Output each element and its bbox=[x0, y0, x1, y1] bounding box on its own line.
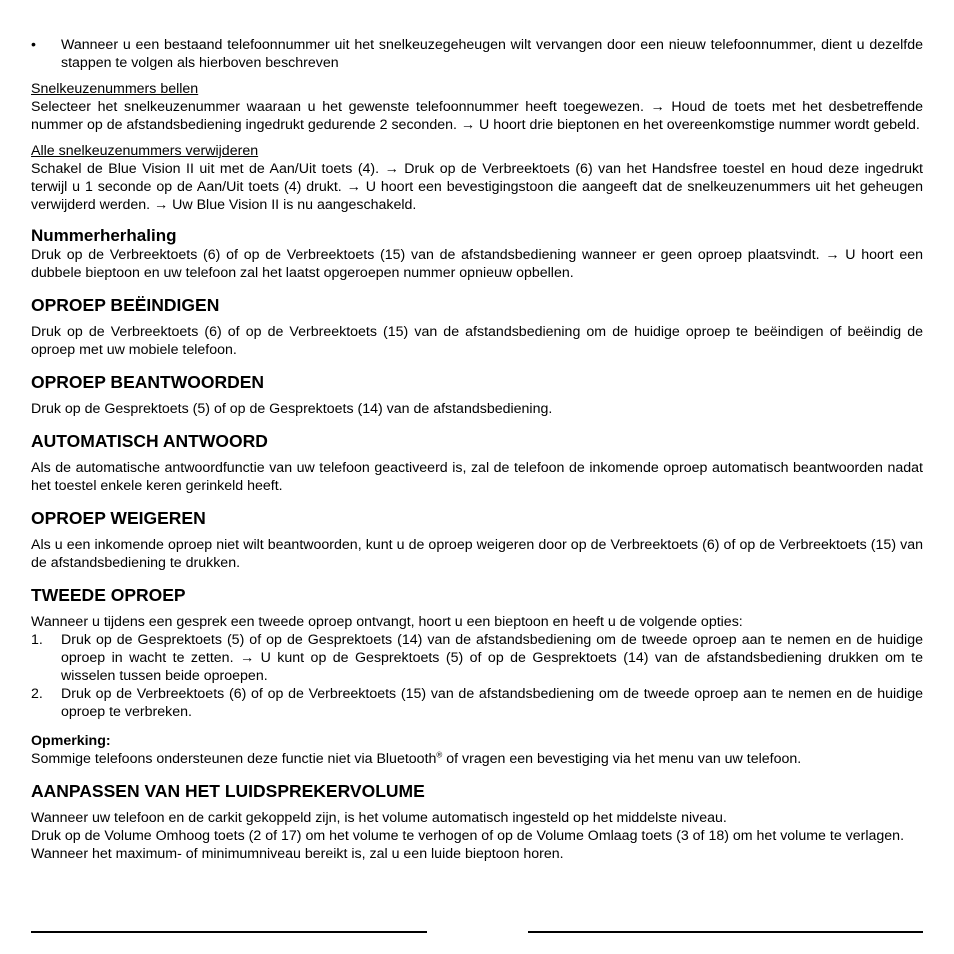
paragraph-redial: Druk op de Verbreektoets (6) of op de Verbreektoets (15) van de afstandsbediening wanneer er geen oproep plaatsvindt. → U hoort een dubbele bieptoon en uw telefoon zal het laatst opgeroepen nummer opnieuw opbellen. bbox=[31, 247, 923, 281]
footer-rule-left bbox=[31, 931, 427, 933]
heading-answer-call: OPROEP BEANTWOORDEN bbox=[31, 372, 265, 392]
numbered-item bbox=[31, 631, 923, 685]
paragraph-auto-answer: Als de automatische antwoordfunctie van uw telefoon geactiveerd is, zal de telefoon de inkomende oproep automatisch beantwoorden nadat het toestel enkele keren gerinkeld heeft. bbox=[31, 460, 923, 494]
heading-end-call: OPROEP BEËINDIGEN bbox=[31, 295, 220, 315]
paragraph-volume-2: Druk op de Volume Omhoog toets (2 of 17) om het volume te verhogen of op de Volume Omlaag toets (3 of 18) om het volume te verlagen. bbox=[31, 828, 905, 844]
bullet-mark: • bbox=[31, 37, 36, 53]
subheading-speed-dial-delete: Alle snelkeuzenummers verwijderen bbox=[31, 143, 259, 159]
note-text-before: Sommige telefoons ondersteunen deze functie niet via Bluetooth bbox=[31, 751, 437, 767]
heading-speaker-volume: AANPASSEN VAN HET LUIDSPREKERVOLUME bbox=[31, 781, 425, 801]
paragraph-reject-call: Als u een inkomende oproep niet wilt beantwoorden, kunt u de oproep weigeren door op de Verbreektoets (6) of op de Verbreektoets (15) van de afstandsbediening te drukken. bbox=[31, 537, 923, 571]
item-text: Druk op de Verbreektoets (6) of op de Verbreektoets (15) van de afstandsbediening om de tweede oproep aan te nemen en de huidige oproep te verbreken. bbox=[61, 686, 923, 720]
heading-reject-call: OPROEP WEIGEREN bbox=[31, 508, 206, 528]
bullet-item bbox=[31, 36, 923, 72]
note-text bbox=[31, 750, 923, 768]
heading-auto-answer: AUTOMATISCH ANTWOORD bbox=[31, 431, 268, 451]
bullet-text: Wanneer u een bestaand telefoonnummer uit het snelkeuzegeheugen wilt vervangen door een nieuw telefoonnummer, dient u dezelfde stappen te volgen als hierboven beschreven bbox=[61, 37, 923, 71]
heading-second-call: TWEEDE OPROEP bbox=[31, 585, 186, 605]
paragraph-volume-1: Wanneer uw telefoon en de carkit gekoppeld zijn, is het volume automatisch ingesteld op het middelste niveau. bbox=[31, 810, 727, 826]
note-text-after: of vragen een bevestiging via het menu van uw telefoon. bbox=[442, 751, 802, 767]
subheading-speed-dial-call: Snelkeuzenummers bellen bbox=[31, 81, 199, 97]
note-heading: Opmerking: bbox=[31, 733, 111, 749]
registered-mark: ® bbox=[436, 750, 443, 760]
item-number: 2. bbox=[31, 686, 43, 702]
item-text: Druk op de Gesprektoets (5) of op de Gesprektoets (14) van de afstandsbediening om de tweede oproep aan te nemen en de huidige oproep in wacht te zetten. → U kunt op de Gesprektoets (5) of op de Gesprektoets (14) van de afstandsbediening drukken om te wisselen tussen beide oproepen. bbox=[61, 632, 923, 684]
footer-rule-right bbox=[528, 931, 923, 933]
document-page bbox=[31, 36, 923, 863]
paragraph-answer-call: Druk op de Gesprektoets (5) of op de Gesprektoets (14) van de afstandsbediening. bbox=[31, 401, 553, 417]
item-number: 1. bbox=[31, 632, 43, 648]
paragraph-end-call: Druk op de Verbreektoets (6) of op de Verbreektoets (15) van de afstandsbediening om de huidige oproep te beëindigen of beëindig de oproep met uw mobiele telefoon. bbox=[31, 324, 923, 358]
paragraph-volume-3: Wanneer het maximum- of minimumniveau bereikt is, zal u een luide bieptoon horen. bbox=[31, 846, 564, 862]
heading-redial: Nummerherhaling bbox=[31, 226, 177, 245]
paragraph-speed-dial-delete: Schakel de Blue Vision II uit met de Aan/Uit toets (4). → Druk op de Verbreektoets (6) van het Handsfree toestel en houd deze ingedrukt terwijl u 1 seconde op de Aan/Uit toets (4) drukt. → U hoort een bevestigingstoon die aangeeft dat de snelkeuzenummers uit het geheugen verwijderd werden. → Uw Blue Vision II is nu aangeschakeld. bbox=[31, 161, 923, 213]
numbered-item bbox=[31, 685, 923, 721]
paragraph-speed-dial-call: Selecteer het snelkeuzenummer waaraan u het gewenste telefoonnummer heeft toegewezen. → Houd de toets met het desbetreffende nummer op de afstandsbediening ingedrukt gedurende 2 seconden. → U hoort drie bieptonen en het overeenkomstige nummer wordt gebeld. bbox=[31, 99, 923, 133]
paragraph-second-call-intro: Wanneer u tijdens een gesprek een tweede oproep ontvangt, hoort u een bieptoon en heeft u de volgende opties: bbox=[31, 614, 743, 630]
